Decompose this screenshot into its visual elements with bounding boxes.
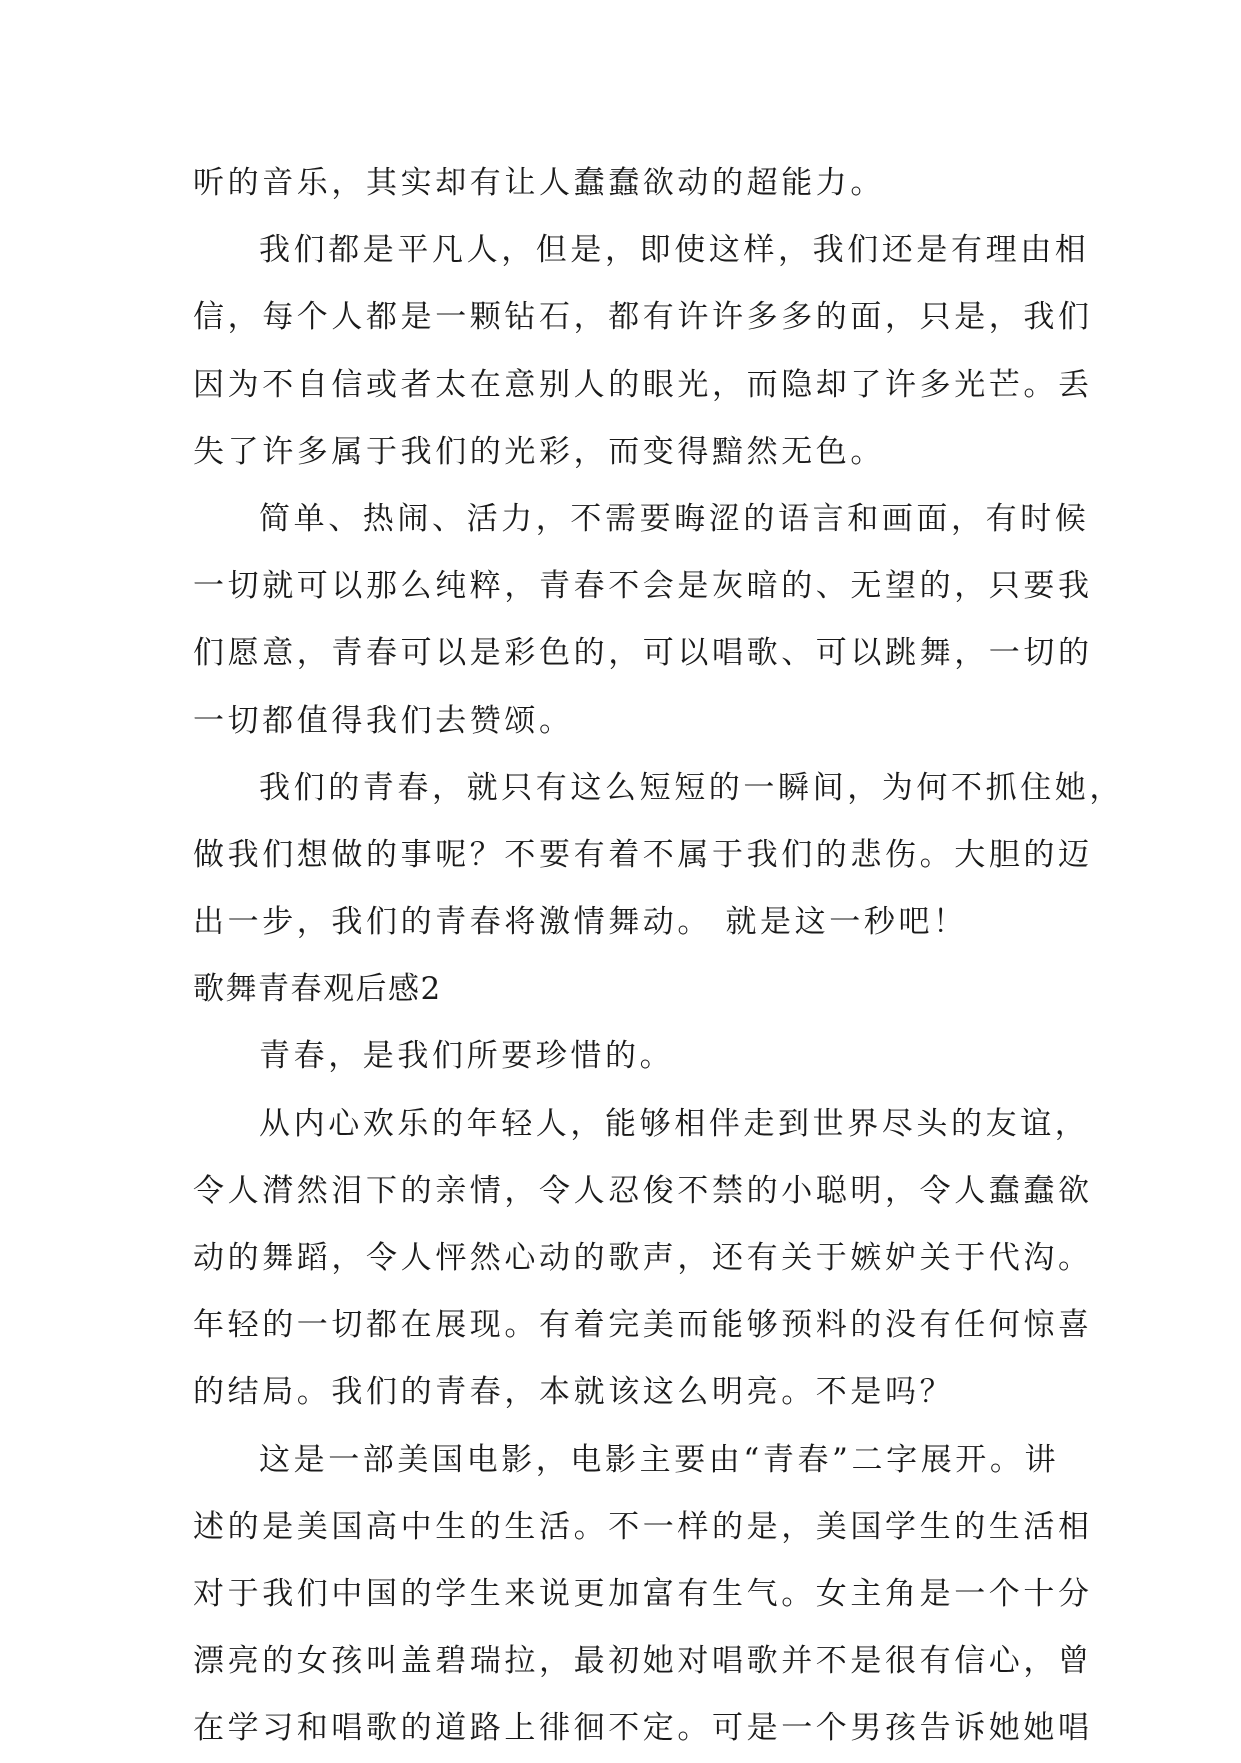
text-line: 听的音乐，其实却有让人蠢蠢欲动的超能力。 bbox=[193, 165, 885, 201]
text-line: 的结局。我们的青春，本就该这么明亮。不是吗？ bbox=[193, 1374, 955, 1411]
text-line: 漂亮的女孩叫盖碧瑞拉，最初她对唱歌并不是很有信心，曾 bbox=[193, 1643, 1093, 1680]
section-heading: 歌舞青春观后感2 bbox=[193, 971, 442, 1008]
text-line: 失了许多属于我们的光彩，而变得黯然无色。 bbox=[193, 433, 885, 470]
document-body bbox=[193, 150, 1124, 1763]
text-line: 一切都值得我们去赞颂。 bbox=[193, 702, 574, 739]
text-line: 做我们想做的事呢？不要有着不属于我们的悲伤。大胆的迈 bbox=[193, 836, 1093, 873]
text-line: 在学习和唱歌的道路上徘徊不定。可是一个男孩告诉她她唱 bbox=[193, 1710, 1093, 1747]
text-line: 动的舞蹈，令人怦然心动的歌声，还有关于嫉妒关于代沟。 bbox=[193, 1240, 1093, 1276]
text-line: 从内心欢乐的年轻人，能够相伴走到世界尽头的友谊， bbox=[259, 1105, 1090, 1142]
text-line: 年轻的一切都在展现。有着完美而能够预料的没有任何惊喜 bbox=[193, 1307, 1093, 1344]
text-line: 出一步，我们的青春将激情舞动。 就是这一秒吧！ bbox=[193, 904, 968, 941]
text-line: 我们的青春，就只有这么短短的一瞬间，为何不抓住她， bbox=[259, 769, 1124, 806]
text-line: 一切就可以那么纯粹，青春不会是灰暗的、无望的，只要我 bbox=[193, 568, 1093, 605]
text-line: 这是一部美国电影，电影主要由“青春”二字展开。讲 bbox=[259, 1441, 1060, 1478]
text-line: 对于我们中国的学生来说更加富有生气。女主角是一个十分 bbox=[193, 1575, 1093, 1612]
text-line: 们愿意，青春可以是彩色的，可以唱歌、可以跳舞，一切的 bbox=[193, 635, 1093, 672]
text-line: 因为不自信或者太在意别人的眼光，而隐却了许多光芒。丢 bbox=[193, 366, 1093, 403]
text-line: 简单、热闹、活力，不需要晦涩的语言和画面，有时候 bbox=[259, 500, 1090, 537]
text-line: 信，每个人都是一颗钻石，都有许许多多的面，只是，我们 bbox=[193, 299, 1093, 336]
text-line: 我们都是平凡人，但是，即使这样，我们还是有理由相 bbox=[259, 232, 1090, 269]
text-line: 述的是美国高中生的生活。不一样的是，美国学生的生活相 bbox=[193, 1508, 1093, 1545]
text-line: 令人潸然泪下的亲情，令人忍俊不禁的小聪明，令人蠢蠢欲 bbox=[193, 1172, 1093, 1209]
text-line: 青春，是我们所要珍惜的。 bbox=[259, 1038, 675, 1075]
